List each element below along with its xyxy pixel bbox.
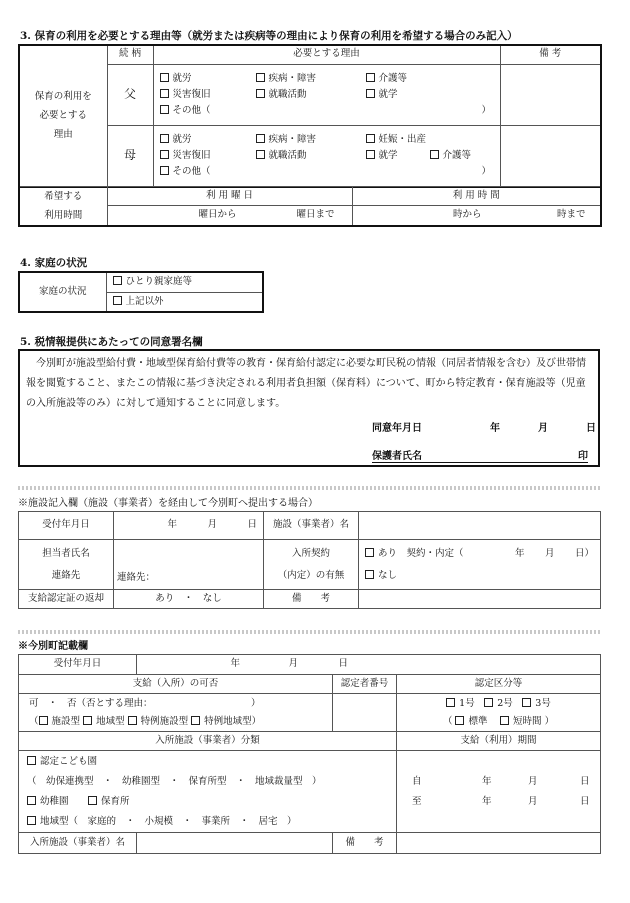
standard-checkbox[interactable] (455, 716, 464, 725)
period-header: 支給（利用）期間 (397, 732, 601, 751)
other-household-checkbox[interactable] (113, 296, 122, 305)
short-time-checkbox[interactable] (500, 716, 509, 725)
type-special-community-checkbox[interactable] (191, 716, 200, 725)
other-household-option[interactable]: 上記以外 (106, 292, 263, 312)
consent-box (18, 349, 600, 467)
household-label: 家庭の状況 (19, 272, 106, 312)
cert-return-options[interactable]: あり ・ なし (114, 590, 264, 609)
desired-hours-table (18, 186, 602, 227)
separator-dots-2 (18, 630, 600, 634)
kodomoen-checkbox[interactable] (27, 756, 36, 765)
town-facility-name-label: 入所施設（事業者）名 (19, 833, 137, 854)
father-label: 父 (107, 64, 153, 125)
cert-number-header: 認定者番号 (333, 675, 397, 694)
father-reasons: 就労 疾病・障害 介護等 災害復旧 就職活動 就学 その他（ ） (153, 64, 500, 125)
facility-remarks-input[interactable] (359, 590, 601, 609)
consent-date-row[interactable]: 同意年月日 年 月 日 (372, 423, 596, 434)
mother-pregnancy-checkbox[interactable] (366, 134, 375, 143)
type-facility-checkbox[interactable] (39, 716, 48, 725)
town-table (18, 654, 601, 854)
contract-no-checkbox[interactable] (365, 570, 374, 579)
town-received-date[interactable]: 年 月 日 (137, 655, 601, 675)
approval-cell: 可 ・ 否（否とする理由： ） （ 施設型 地域型 特例施設型 特例地域型） (19, 694, 333, 732)
facility-name-label: 施設（事業者）名 (264, 512, 359, 540)
separator-dots (18, 486, 600, 490)
mother-jobhunt-checkbox[interactable] (256, 150, 265, 159)
mother-remarks[interactable] (500, 125, 601, 187)
mother-other-checkbox[interactable] (160, 166, 169, 175)
nursery-checkbox[interactable] (88, 796, 97, 805)
town-facility-name-input[interactable] (137, 833, 333, 854)
kindergarten-checkbox[interactable] (27, 796, 36, 805)
approval-header: 支給（入所）の可否 (19, 675, 333, 694)
contract-yes-checkbox[interactable] (365, 548, 374, 557)
community-checkbox[interactable] (27, 816, 36, 825)
father-remarks[interactable] (500, 64, 601, 125)
facility-received-label: 受付年月日 (19, 512, 114, 540)
town-remarks-input[interactable] (397, 833, 601, 854)
facility-heading: ※施設記入欄（施設（事業者）を経由して今別町へ提出する場合） (18, 498, 318, 509)
reason-row-label: 保育の利用を 必要とする 理由 (19, 45, 107, 187)
staff-label: 担当者氏名 連絡先 (19, 540, 114, 590)
father-illness-checkbox[interactable] (256, 73, 265, 82)
class3-checkbox[interactable] (522, 698, 531, 707)
facility-table (18, 511, 601, 609)
consent-text: 今別町が施設型給付費・地域型保育給付費等の教育・保育給付認定に必要な町民税の情報（同居者情報を含む）及び世帯情報を閲覧すること、またこの情報に基づき決定される利用者負担額（保育料）について、町から特定教育・保育施設等（児童の入所施設等のみ）に対して通知することに同意します。 (26, 358, 586, 409)
facility-class-cell: 認定こども園 （ 幼保連携型 ・ 幼稚園型 ・ 保育所型 ・ 地域裁量型 ） 幼稚園 保育所 地域型（ 家庭的 ・ 小規模 ・ 事業所 ・ 居宅 ） (19, 751, 397, 833)
days-header: 利 用 曜 日 (107, 187, 352, 206)
childcare-reason-table (18, 44, 602, 188)
mother-label: 母 (107, 125, 153, 187)
mother-reasons: 就労 疾病・障害 妊娠・出産 災害復旧 就職活動 就学 介護等 その他（ ） (153, 125, 500, 187)
father-work-checkbox[interactable] (160, 73, 169, 82)
household-table (18, 271, 264, 313)
days-input[interactable]: 曜日から 曜日まで (107, 206, 352, 226)
reason-header: 必要とする理由 (153, 45, 500, 64)
relation-header: 続 柄 (107, 45, 153, 64)
section4-heading: 4. 家庭の状況 (20, 257, 88, 269)
mother-disaster-checkbox[interactable] (160, 150, 169, 159)
town-heading: ※今別町記載欄 (18, 641, 88, 652)
period-cell[interactable]: 自 年 月 日 至 年 月 日 (397, 751, 601, 833)
facility-remarks-label: 備 考 (264, 590, 359, 609)
guardian-signature-row[interactable]: 保護者氏名 印 (372, 447, 588, 463)
class1-checkbox[interactable] (446, 698, 455, 707)
single-parent-option[interactable]: ひとり親家庭等 (106, 272, 263, 292)
contract-label: 入所契約 （内定）の有無 (264, 540, 359, 590)
cert-return-label: 支給認定証の返却 (19, 590, 114, 609)
staff-input[interactable]: 連絡先： (114, 540, 264, 590)
town-remarks-label: 備 考 (333, 833, 397, 854)
single-parent-checkbox[interactable] (113, 276, 122, 285)
class2-checkbox[interactable] (484, 698, 493, 707)
seal-mark: 印 (578, 451, 588, 462)
cert-class-header: 認定区分等 (397, 675, 601, 694)
section5-heading: 5. 税情報提供にあたっての同意署名欄 (20, 336, 203, 348)
hours-header: 利 用 時 間 (352, 187, 601, 206)
father-care-checkbox[interactable] (366, 73, 375, 82)
type-community-checkbox[interactable] (83, 716, 92, 725)
father-jobhunt-checkbox[interactable] (256, 89, 265, 98)
hours-input[interactable]: 時から 時まで (352, 206, 601, 226)
mother-school-checkbox[interactable] (366, 150, 375, 159)
father-other-checkbox[interactable] (160, 105, 169, 114)
desired-hours-label: 希望する 利用時間 (19, 187, 107, 227)
type-special-facility-checkbox[interactable] (128, 716, 137, 725)
facility-class-header: 入所施設（事業者）分類 (19, 732, 397, 751)
father-disaster-checkbox[interactable] (160, 89, 169, 98)
section3-heading: 3. 保育の利用を必要とする理由等（就労または疾病等の理由により保育の利用を希望する場合のみ記入） (20, 30, 518, 42)
cert-number-input[interactable] (333, 694, 397, 732)
remarks-header: 備 考 (500, 45, 601, 64)
father-school-checkbox[interactable] (366, 89, 375, 98)
mother-care-checkbox[interactable] (430, 150, 439, 159)
contract-options: あり 契約・内定（ 年 月 日） なし (359, 540, 601, 590)
mother-work-checkbox[interactable] (160, 134, 169, 143)
town-received-label: 受付年月日 (19, 655, 137, 675)
facility-name-input[interactable] (359, 512, 601, 540)
facility-received-date[interactable]: 年 月 日 (114, 512, 264, 540)
cert-class-cell: 1号 2号 3号 （ 標準 短時間 ） (397, 694, 601, 732)
mother-illness-checkbox[interactable] (256, 134, 265, 143)
